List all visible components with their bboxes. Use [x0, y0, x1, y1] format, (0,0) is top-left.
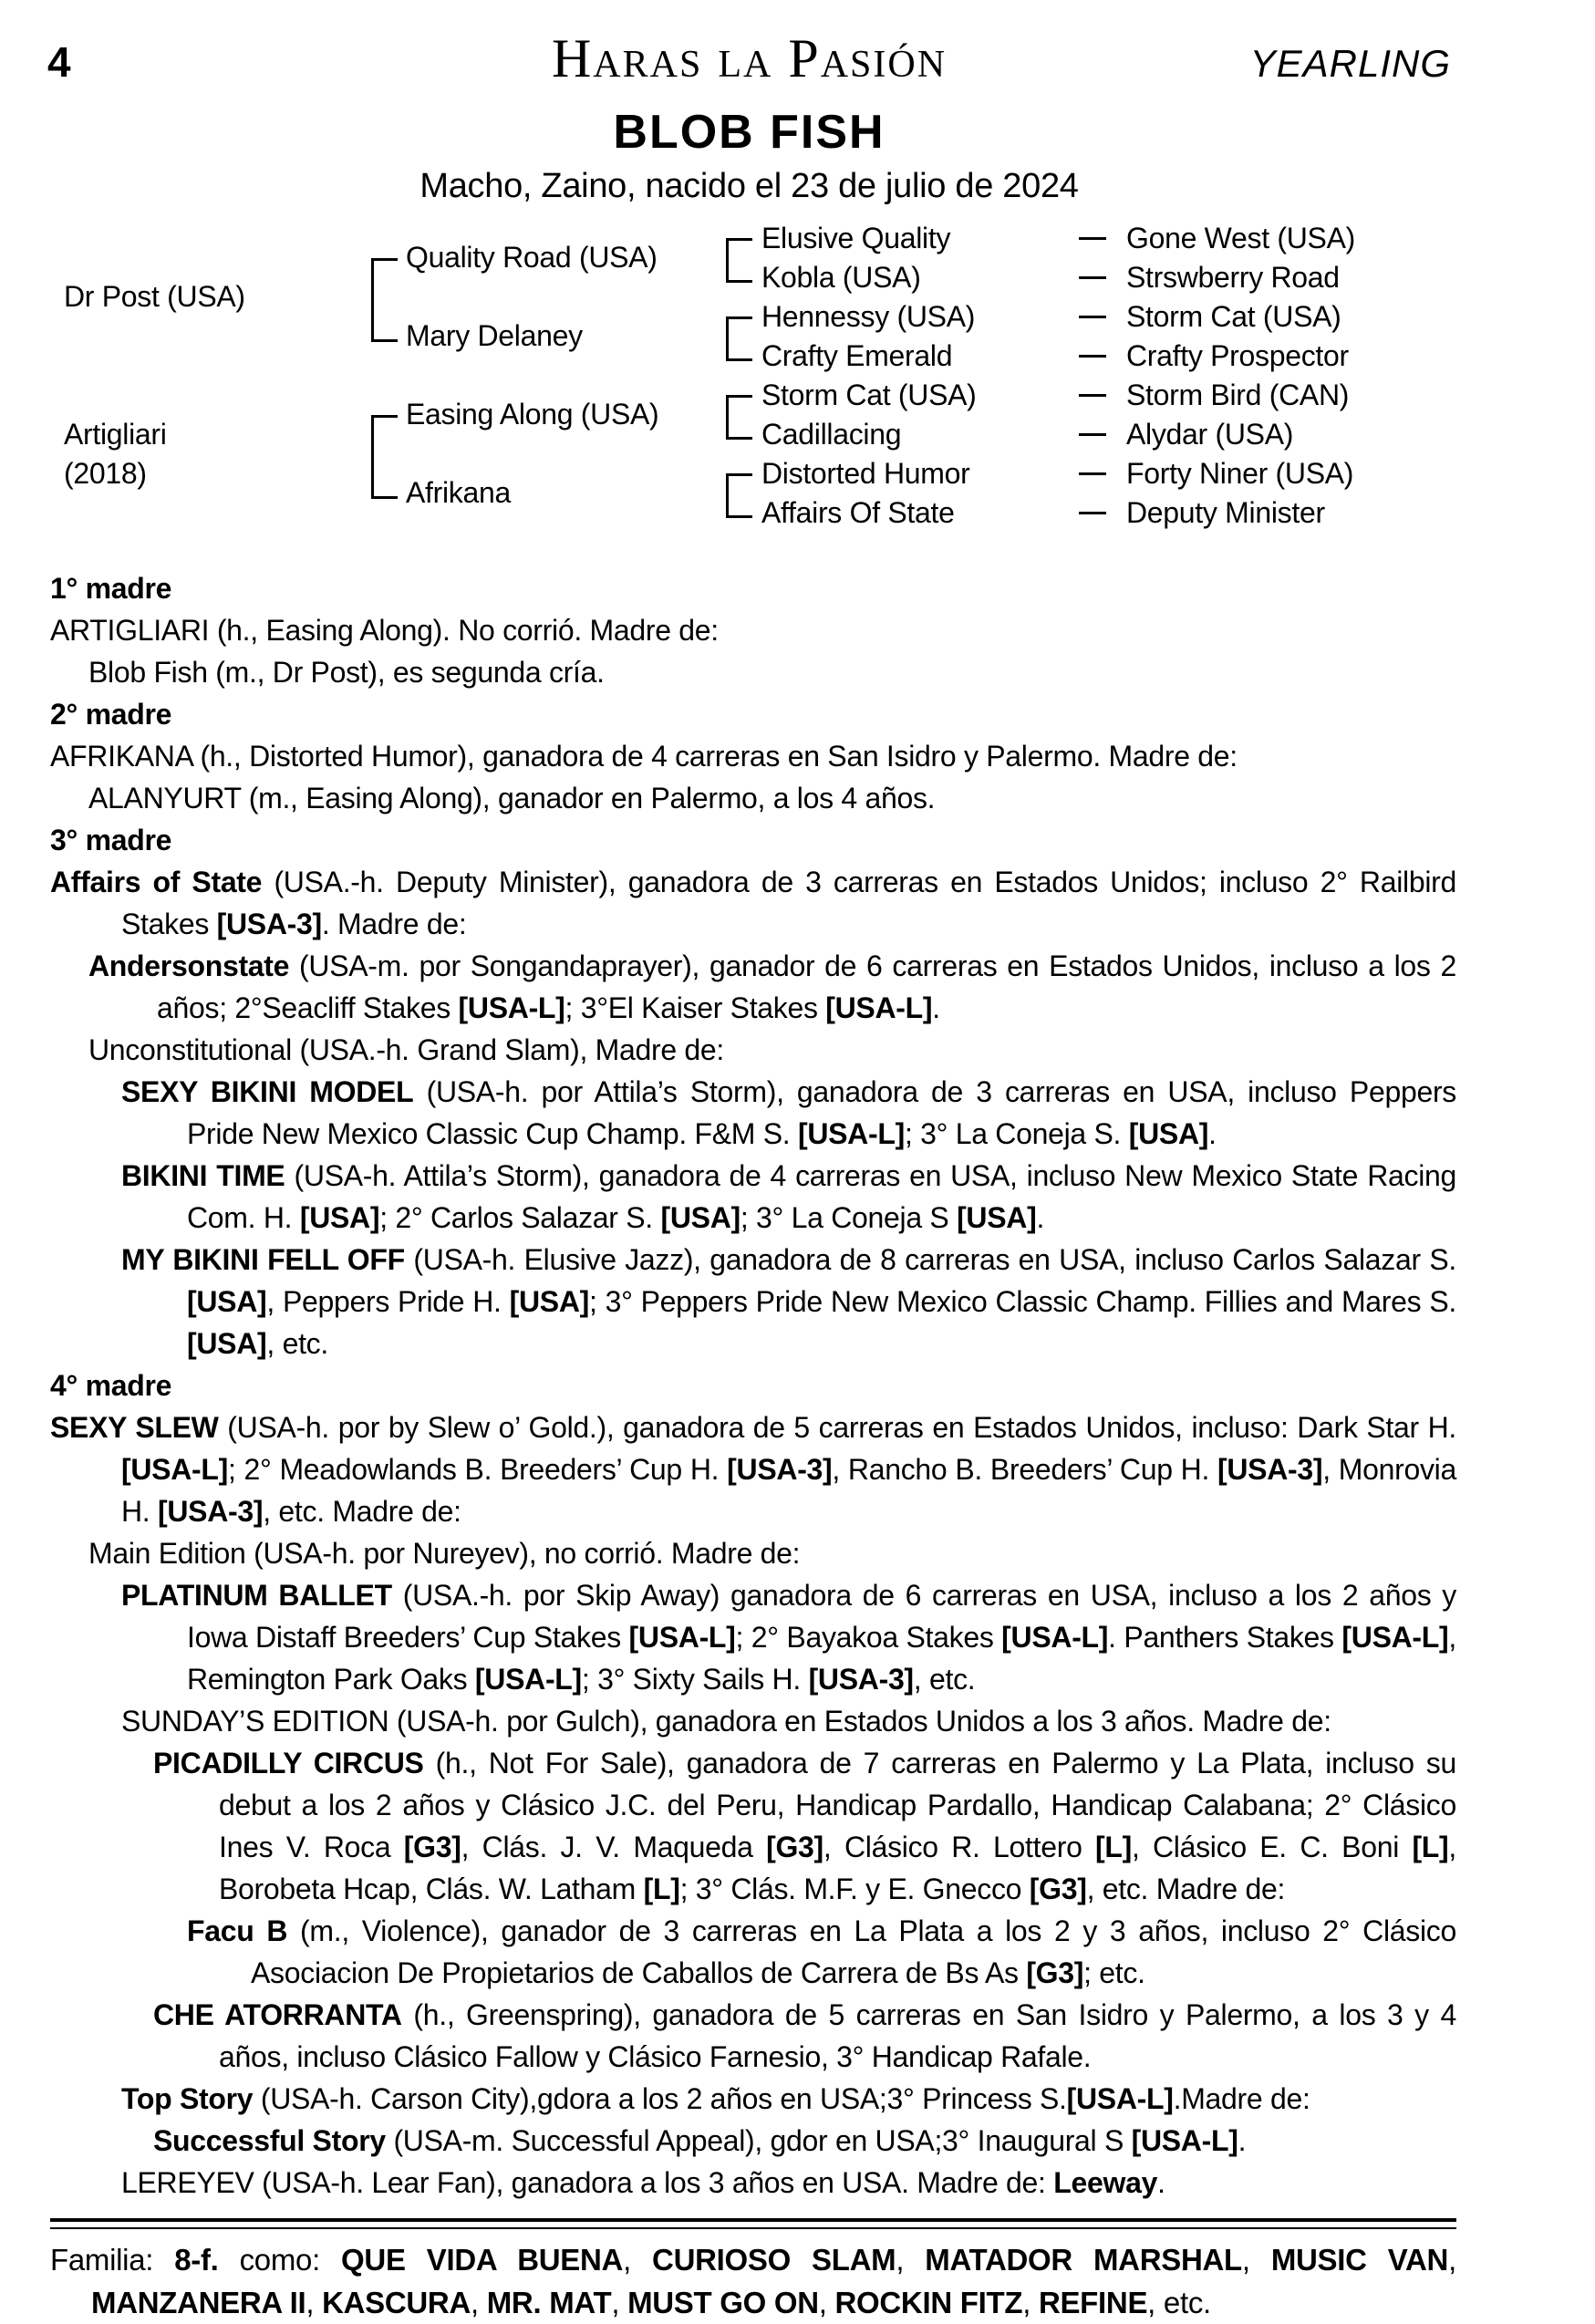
bracket-sire — [371, 258, 398, 342]
dash-line — [1079, 276, 1106, 279]
pedigree-dam — [64, 415, 167, 493]
stud-title: Haras la Pasión — [551, 28, 948, 88]
pedigree-sire: Dr Post (USA) — [64, 280, 245, 313]
record-paragraph: ALANYURT (m., Easing Along), ganador en Palermo, a los 4 años. — [88, 782, 936, 814]
record-paragraph: LEREYEV (USA-h. Lear Fan), ganadora a los 3 años en USA. Madre de: Leeway. — [121, 2166, 1165, 2199]
pedigree-node: Affairs Of State — [761, 496, 955, 529]
pedigree-node: Storm Cat (USA) — [761, 379, 977, 411]
mare-generation-heading: 1° madre — [50, 572, 172, 605]
bracket — [726, 316, 752, 361]
pedigree-node: Cadillacing — [761, 418, 902, 451]
bracket — [726, 395, 752, 440]
pedigree-node: Quality Road (USA) — [406, 241, 658, 274]
pedigree-node: Strswberry Road — [1079, 258, 1340, 297]
record-paragraph: SUNDAY’S EDITION (USA-h. por Gulch), ganadora en Estados Unidos a los 3 años. Madre de: — [121, 1705, 1331, 1738]
mare-generation-heading: 3° madre — [50, 824, 172, 856]
record-paragraph: Unconstitutional (USA.-h. Grand Slam), Madre de: — [88, 1033, 725, 1066]
horse-name-title: BLOB FISH — [613, 106, 886, 159]
produce-record — [0, 567, 1595, 2204]
record-paragraph: SEXY BIKINI MODEL (USA-h. por Attila’s Storm), ganadora de 3 carreras en USA, incluso Peppers Pride New Mexico Classic Cup Champ. F&M S. [USA-L]; 3° La Coneja S. [USA]. — [121, 1075, 1456, 1150]
dash-line — [1079, 316, 1106, 318]
record-paragraph: MY BIKINI FELL OFF (USA-h. Elusive Jazz), ganadora de 8 carreras en USA, incluso Carlos Salazar S. [USA], Peppers Pride H. [USA]; 3° Peppers Pride New Mexico Classic Champ. Fillies and Mares S. [USA], etc. — [121, 1243, 1456, 1360]
record-paragraph: SEXY SLEW (USA-h. por by Slew o’ Gold.), ganadora de 5 carreras en Estados Unidos, incluso: Dark Star H. [USA-L]; 2° Meadowlands B. Breeders’ Cup H. [USA-3], Rancho B. Breeders’ Cup H. [USA-3], Monrovia H. [USA-3], etc. Madre de: — [50, 1411, 1456, 1528]
record-paragraph: Facu B (m., Violence), ganador de 3 carreras en La Plata a los 2 y 3 años, incluso 2° Clásico Asociacion De Propietarios de Caballos de Carrera de Bs As [G3]; etc. — [187, 1914, 1456, 1989]
record-paragraph: PLATINUM BALLET (USA.-h. por Skip Away) ganadora de 6 carreras en USA, incluso a los 2 años y Iowa Distaff Breeders’ Cup Stakes [USA-L]; 2° Bayakoa Stakes [USA-L]. Panthers Stakes [USA-L], Remington Park Oaks [USA-L]; 3° Sixty Sails H. [USA-3], etc. — [121, 1579, 1456, 1696]
bracket-dam — [371, 415, 398, 499]
pedigree-node: Hennessy (USA) — [761, 300, 976, 333]
page-number: 4 — [47, 38, 71, 86]
dash-line — [1079, 237, 1106, 240]
category-label: YEARLING — [1249, 42, 1451, 85]
pedigree-dam-name: Artigliari — [64, 418, 167, 451]
horse-birth-subtitle: Macho, Zaino, nacido el 23 de julio de 2024 — [419, 167, 1079, 205]
pedigree-node: Deputy Minister — [1079, 493, 1325, 533]
bracket — [726, 473, 752, 518]
record-paragraph: AFRIKANA (h., Distorted Humor), ganadora de 4 carreras en San Isidro y Palermo. Madre de: — [50, 740, 1238, 773]
pedigree-tree — [0, 219, 1595, 540]
pedigree-node: Storm Bird (CAN) — [1079, 376, 1349, 415]
pedigree-node: Forty Niner (USA) — [1079, 454, 1353, 493]
record-paragraph: ARTIGLIARI (h., Easing Along). No corrió. Madre de: — [50, 614, 719, 647]
mare-generation-heading: 4° madre — [50, 1369, 172, 1402]
pedigree-node: Mary Delaney — [406, 319, 583, 352]
pedigree-node: Storm Cat (USA) — [1079, 297, 1341, 337]
pedigree-node: Easing Along (USA) — [406, 398, 659, 431]
pedigree-node: Kobla (USA) — [761, 261, 921, 294]
record-paragraph: CHE ATORRANTA (h., Greenspring), ganadora de 5 carreras en San Isidro y Palermo, a los 3 y 4 años, incluso Clásico Fallow y Clásico Farnesio, 3° Handicap Rafale. — [153, 1998, 1456, 2073]
pedigree-node: Afrikana — [406, 476, 511, 509]
record-paragraph: PICADILLY CIRCUS (h., Not For Sale), ganadora de 7 carreras en Palermo y La Plata, incluso su debut a los 2 años y Clásico J.C. del Peru, Handicap Pardallo, Handicap Calabana; 2° Clásico Ines V. Roca [G3], Clás. J. V. Maqueda [G3], Clásico R. Lottero [L], Clásico E. C. Boni [L], Borobeta Hcap, Clás. W. Latham [L]; 3° Clás. M.F. y E. Gnecco [G3], etc. Madre de: — [153, 1747, 1457, 1905]
dash-line — [1079, 472, 1106, 475]
mare-generation-heading: 2° madre — [50, 698, 172, 731]
bracket — [726, 238, 752, 283]
pedigree-node: Distorted Humor — [761, 457, 970, 490]
dash-line — [1079, 394, 1106, 397]
dash-line — [1079, 512, 1106, 514]
pedigree-node: Crafty Emerald — [761, 339, 953, 372]
pedigree-dam-year: (2018) — [64, 457, 147, 490]
record-paragraph: BIKINI TIME (USA-h. Attila’s Storm), ganadora de 4 carreras en USA, incluso New Mexico State Racing Com. H. [USA]; 2° Carlos Salazar S. [USA]; 3° La Coneja S [USA]. — [121, 1159, 1456, 1234]
dash-line — [1079, 355, 1106, 358]
pedigree-node: Alydar (USA) — [1079, 415, 1293, 454]
family-note: Familia: 8-f. como: QUE VIDA BUENA, CURIOSO SLAM, MATADOR MARSHAL, MUSIC VAN, MANZANERA II, KASCURA, MR. MAT, MUST GO ON, ROCKIN FITZ, REFINE, etc. — [50, 2243, 1456, 2319]
record-paragraph: Top Story (USA-h. Carson City),gdora a los 2 años en USA;3° Princess S.[USA-L].Madre de: — [121, 2082, 1310, 2115]
page-header — [0, 0, 1595, 90]
record-paragraph: Blob Fish (m., Dr Post), es segunda cría. — [88, 656, 605, 689]
record-paragraph: Main Edition (USA-h. por Nureyev), no corrió. Madre de: — [88, 1537, 801, 1570]
record-paragraph: Successful Story (USA-m. Successful Appeal), gdor en USA;3° Inaugural S [USA-L]. — [153, 2124, 1247, 2157]
pedigree-node: Crafty Prospector — [1079, 337, 1349, 376]
divider-rule — [50, 2218, 1456, 2229]
pedigree-node: Elusive Quality — [761, 222, 951, 254]
record-paragraph: Andersonstate (USA-m. por Songandaprayer), ganador de 6 carreras en Estados Unidos, incluso a los 2 años; 2°Seacliff Stakes [USA-L]; 3°El Kaiser Stakes [USA-L]. — [88, 949, 1456, 1024]
pedigree-node: Gone West (USA) — [1079, 219, 1355, 258]
dash-line — [1079, 433, 1106, 436]
record-paragraph: Affairs of State (USA.-h. Deputy Minister), ganadora de 3 carreras en Estados Unidos; incluso 2° Railbird Stakes [USA-3]. Madre de: — [50, 866, 1456, 940]
